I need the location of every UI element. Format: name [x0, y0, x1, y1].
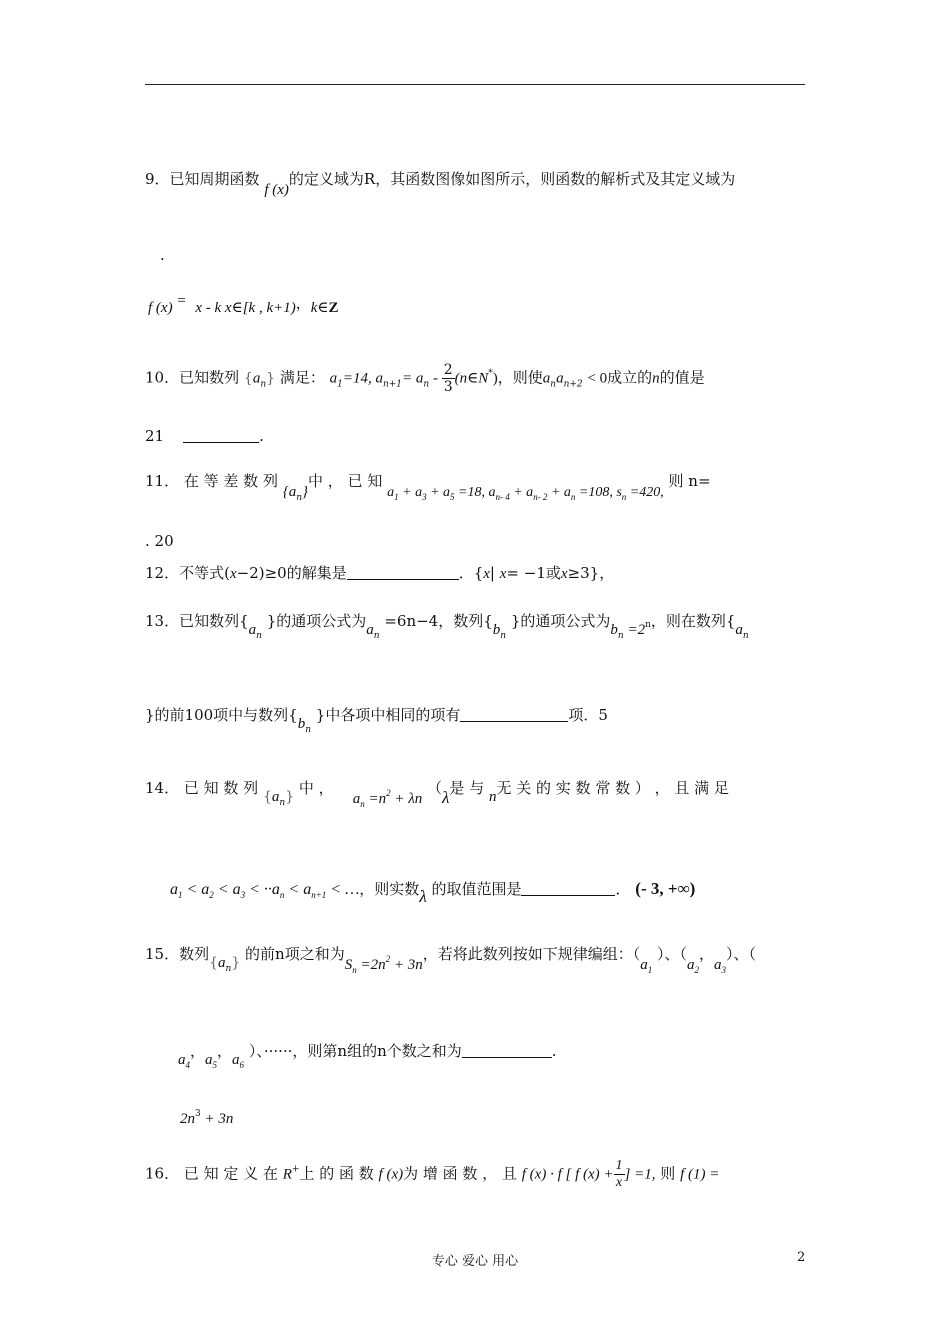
footer-slogan: 专心 爱心 用心 — [431, 1254, 519, 1269]
question-15: 15．数列$\{a_n\}$ 的前n项之和为$S_n =2n^2 + 3n$，若将此数列按如下规律编组：（$a_1$ ）、（$a_2$，$a_3$）、（ — [145, 945, 757, 975]
answer-blank — [183, 428, 259, 443]
question-number: 15． — [145, 945, 180, 963]
question-14-line2: $a_1 < a_2 < a_3 < \cdot\cdot a_n < a_{n+1}$ < …，则实数λ 的取值范围是 ． (- 3, +∞) — [170, 879, 696, 906]
question-number: 11． — [145, 472, 180, 490]
answer-blank — [460, 707, 568, 722]
question-number: 16． — [145, 1164, 180, 1183]
q9-answer-blank-dot: . — [160, 246, 165, 264]
q10-answer: 21 . — [145, 427, 264, 445]
question-10: 10．已知数列 $\{a_n\}$ 满足： $a_1=14$, $a_{n+1}= a_n$ - $\frac{2}{3}$ (n∈N*)，则使$a_na_{n+2} < 0$成立的n的值是 — [145, 362, 705, 395]
question-13: 13．已知数列{$a_n$ }的通项公式为$a_n =6n-4$，数列{$b_n$ }的通项公式为$b_n =2^n$，则在数列{$a_n$ — [145, 612, 749, 641]
answer-blank — [521, 881, 615, 896]
math-fx: f (x) — [264, 182, 289, 198]
question-9: 9．已知周期函数 f (x)的定义域为R，其函数图像如图所示，则函数的解析式及其定义域为 — [145, 170, 736, 198]
q9-answer: f (x) = x - k x∈[k , k+1)，k∈Z — [148, 293, 339, 316]
question-number: 14． — [145, 779, 180, 797]
answer-blank — [347, 565, 459, 580]
fraction-2-3: $\frac{2}{3}$ — [443, 362, 453, 395]
q15-answer: $2n^3 + 3n$ — [180, 1109, 234, 1127]
header-rule — [145, 84, 805, 85]
question-14: 14． 已 知 数 列 $\{a_n\}$ 中 ， $a_n =n^2 + \lambda n$ （λ是 与 n无 关 的 实 数 常 数 ） ， 且 满 足 — [145, 779, 729, 809]
question-number: 12． — [145, 564, 180, 582]
question-number: 9． — [145, 170, 170, 188]
question-11: 11． 在 等 差 数 列 $\{a_n\}$中 ， 已 知 $a_1 + a_3 + a_5 =18$, $a_{n- 4} + a_{n- 2} + a_n =108$, $s_n =420$, 则 n= — [145, 472, 711, 503]
page-footer — [0, 1250, 950, 1269]
question-13-line2: }的前100项中与数列{$b_n$ }中各项中相同的项有 项．5 — [145, 706, 608, 735]
q11-answer: . 20 — [145, 532, 174, 550]
question-15-line2: $a_4$，$a_5$，$a_6$ ）、······，则第n组的n个数之和为 . — [178, 1042, 557, 1070]
question-number: 10． — [145, 368, 180, 387]
question-12: 12．不等式(x−2)≥0的解集是 ．{x| x= −1或x≥3}， — [145, 564, 615, 582]
fraction-1-x: $\frac{1}{x}$ — [615, 1158, 623, 1190]
question-number: 13． — [145, 612, 180, 630]
page-number: 2 — [797, 1250, 806, 1265]
answer-blank — [462, 1043, 552, 1058]
question-16: 16． 已 知 定 义 在 R+上 的 函 数 f (x)为 增 函 数 ， 且 f (x) · f [ f (x) + $\frac{1}{x}$ ] =1, 则 f (1) = — [145, 1158, 720, 1190]
